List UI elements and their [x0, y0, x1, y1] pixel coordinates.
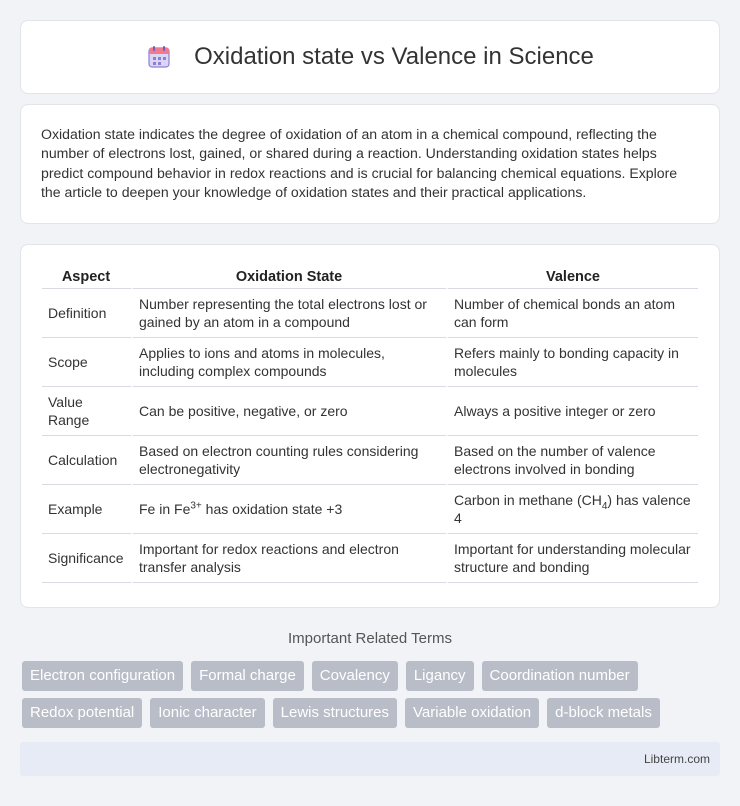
- tag-covalency[interactable]: Covalency: [312, 661, 398, 691]
- tag-ligancy[interactable]: Ligancy: [406, 661, 474, 691]
- tag-coordination-number[interactable]: Coordination number: [482, 661, 638, 691]
- table-row: [42, 534, 698, 583]
- cell-aspect: Calculation: [42, 436, 133, 485]
- tag-row: [22, 661, 722, 691]
- cell-aspect: Value Range: [42, 387, 133, 436]
- ox-example-post: has oxidation state +3: [201, 501, 343, 517]
- val-example-subscript: 4: [601, 500, 608, 512]
- cell-valence: Based on the number of valence electrons involved in bonding: [448, 436, 698, 485]
- tag-lewis-structures[interactable]: Lewis structures: [273, 698, 397, 728]
- related-terms-title: Important Related Terms: [288, 630, 452, 647]
- cell-valence: Number of chemical bonds an atom can form: [448, 289, 698, 338]
- related-terms-tags: [22, 661, 722, 735]
- cell-oxidation-state: Number representing the total electrons lost or gained by an atom in a compound: [133, 289, 448, 338]
- tag-d-block-metals[interactable]: d-block metals: [547, 698, 660, 728]
- cell-aspect: Significance: [42, 534, 133, 583]
- header-card: [20, 20, 720, 94]
- header-aspect: Aspect: [42, 265, 133, 289]
- intro-paragraph: Oxidation state indicates the degree of oxidation of an atom in a chemical compound, reflecting the number of electrons lost, gained, or shared during a reaction. Understanding oxidation states helps predict compound behavior in redox reactions and is crucial for balancing chemical equations. Explore the article to deepen your knowledge of oxidation states and their practical applications.: [41, 126, 678, 201]
- cell-oxidation-state: Based on electron counting rules considering electronegativity: [133, 436, 448, 485]
- comparison-table-card: [20, 244, 720, 608]
- header-oxidation-state: Oxidation State: [133, 265, 448, 289]
- page-title: Oxidation state vs Valence in Science: [194, 43, 594, 70]
- cell-aspect: Definition: [42, 289, 133, 338]
- table-header-row: [42, 265, 698, 289]
- cell-oxidation-state: Can be positive, negative, or zero: [133, 387, 448, 436]
- cell-valence: Refers mainly to bonding capacity in molecules: [448, 338, 698, 387]
- table-row: [42, 387, 698, 436]
- table-row: [42, 289, 698, 338]
- calendar-icon: [146, 44, 172, 70]
- tag-variable-oxidation[interactable]: Variable oxidation: [405, 698, 539, 728]
- footer: [20, 742, 720, 776]
- footer-site-link[interactable]: Libterm.com: [643, 752, 710, 766]
- cell-aspect: Example: [42, 485, 133, 534]
- cell-oxidation-state: [133, 485, 448, 534]
- tag-redox-potential[interactable]: Redox potential: [22, 698, 142, 728]
- cell-valence: Important for understanding molecular structure and bonding: [448, 534, 698, 583]
- cell-valence: [448, 485, 698, 534]
- cell-valence: Always a positive integer or zero: [448, 387, 698, 436]
- header-valence: Valence: [448, 265, 698, 289]
- cell-oxidation-state: Applies to ions and atoms in molecules, including complex compounds: [133, 338, 448, 387]
- tag-formal-charge[interactable]: Formal charge: [191, 661, 304, 691]
- table-row: [42, 338, 698, 387]
- cell-aspect: Scope: [42, 338, 133, 387]
- tag-row: [22, 698, 722, 728]
- intro-card: [20, 104, 720, 224]
- table-row: [42, 436, 698, 485]
- ox-example-charge: 3+: [190, 500, 202, 512]
- cell-oxidation-state: Important for redox reactions and electron transfer analysis: [133, 534, 448, 583]
- table-row: [42, 485, 698, 534]
- ox-example-pre: Fe in Fe: [139, 501, 191, 517]
- tag-ionic-character[interactable]: Ionic character: [150, 698, 264, 728]
- val-example-post: ) has valence 4: [454, 492, 691, 526]
- comparison-table: [42, 265, 698, 583]
- tag-electron-configuration[interactable]: Electron configuration: [22, 661, 183, 691]
- val-example-pre: Carbon in methane (CH: [454, 492, 602, 508]
